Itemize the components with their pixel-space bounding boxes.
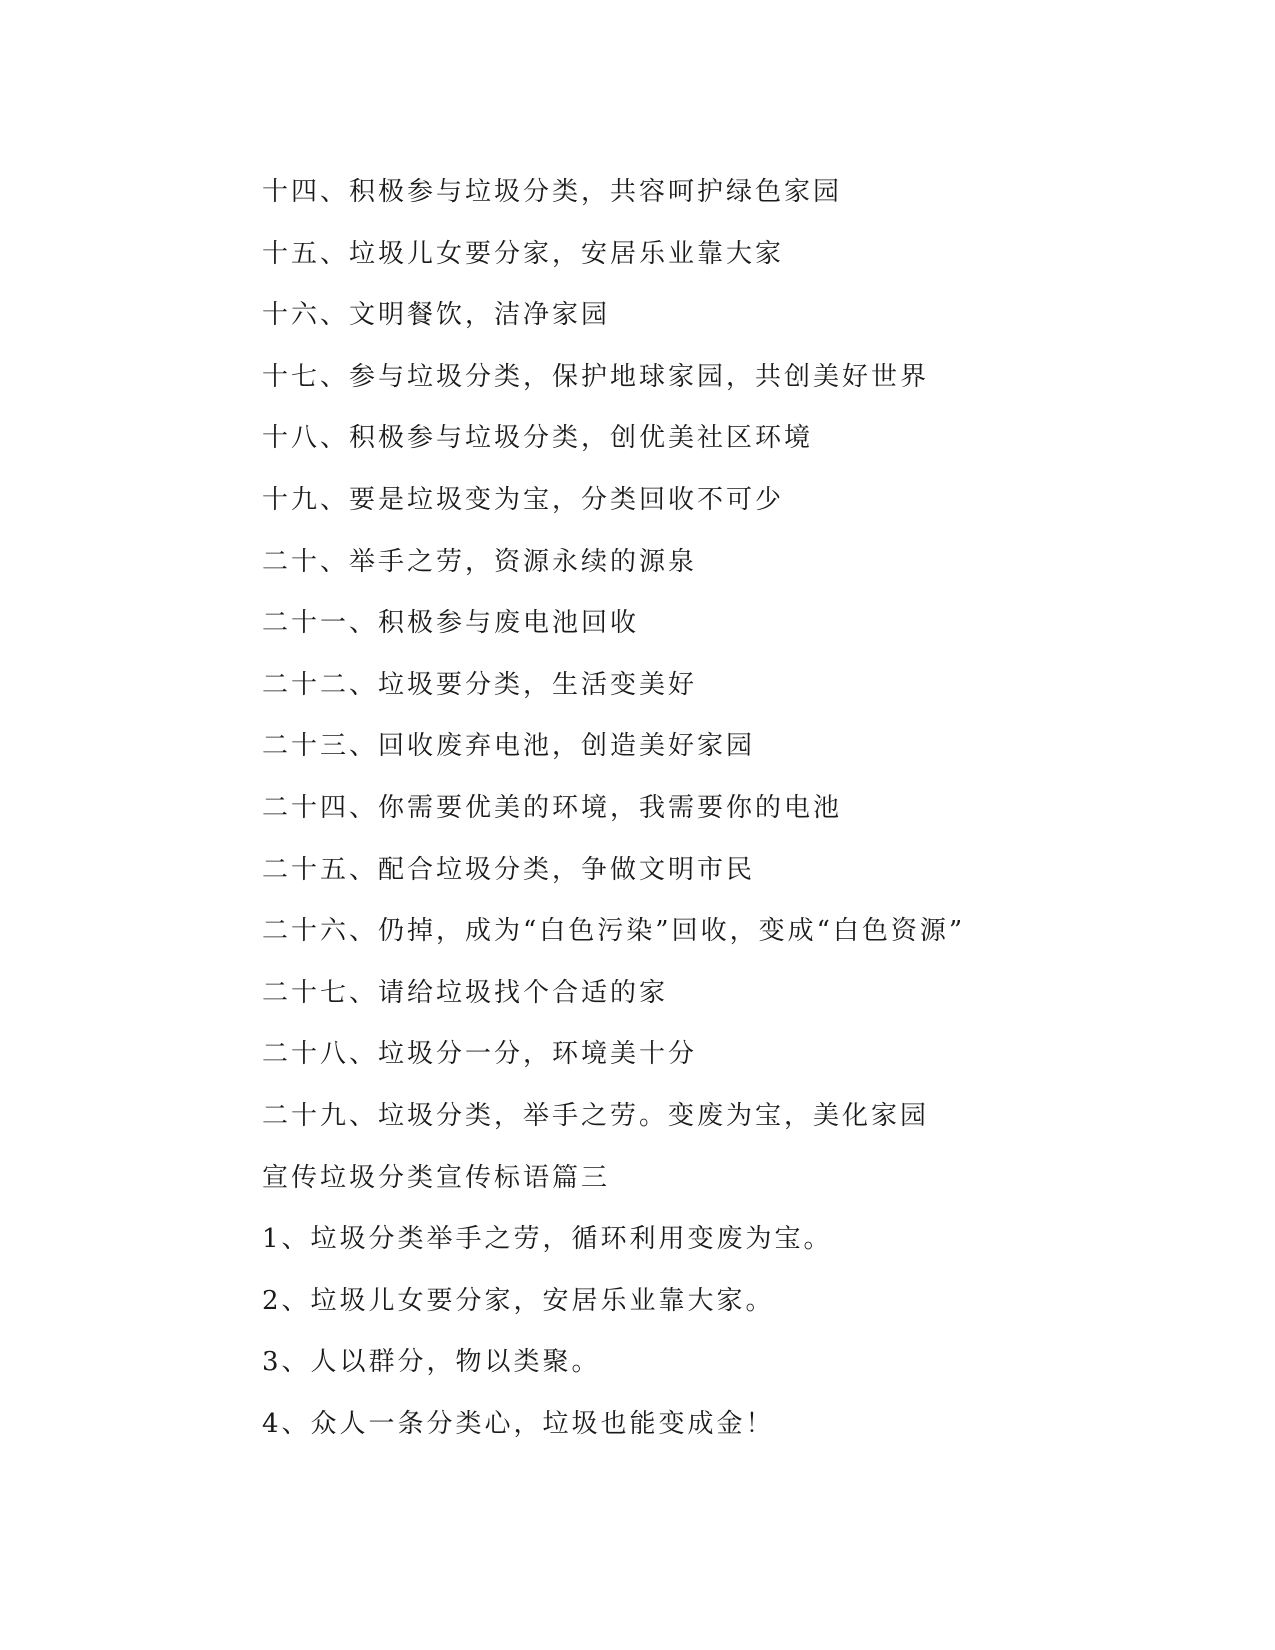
section-heading: 宣传垃圾分类宣传标语篇三 xyxy=(262,1162,611,1193)
slogan-line: 二十七、请给垃圾找个合适的家 xyxy=(262,977,669,1008)
slogan-line: 十六、文明餐饮，洁净家园 xyxy=(262,300,611,331)
slogan-line: 二十、举手之劳，资源永续的源泉 xyxy=(262,546,698,577)
slogan-line: 二十九、垃圾分类，举手之劳。变废为宝，美化家园 xyxy=(262,1100,930,1131)
slogan-line: 4、众人一条分类心，垃圾也能变成金！ xyxy=(262,1408,775,1439)
slogan-line: 2、垃圾儿女要分家，安居乐业靠大家。 xyxy=(262,1285,775,1316)
slogan-line: 二十三、回收废弃电池，创造美好家园 xyxy=(262,731,756,762)
slogan-line: 十四、积极参与垃圾分类，共容呵护绿色家园 xyxy=(262,177,843,207)
slogan-line: 二十四、你需要优美的环境，我需要你的电池 xyxy=(262,792,843,823)
slogan-line: 十五、垃圾儿女要分家，安居乐业靠大家 xyxy=(262,238,785,269)
slogan-line: 1、垃圾分类举手之劳，循环利用变废为宝。 xyxy=(262,1224,833,1255)
slogan-line: 二十六、仍掉，成为“白色污染”回收，变成“白色资源” xyxy=(262,916,966,947)
slogan-line: 十七、参与垃圾分类，保护地球家园，共创美好世界 xyxy=(262,361,930,392)
slogan-line: 二十五、配合垃圾分类，争做文明市民 xyxy=(262,854,756,885)
document-body xyxy=(262,162,1162,1455)
slogan-line: 二十二、垃圾要分类，生活变美好 xyxy=(262,669,698,700)
slogan-line: 十八、积极参与垃圾分类，创优美社区环境 xyxy=(262,423,814,454)
slogan-line: 二十一、积极参与废电池回收 xyxy=(262,608,640,639)
slogan-line: 十九、要是垃圾变为宝，分类回收不可少 xyxy=(262,484,785,515)
slogan-line: 3、人以群分，物以类聚。 xyxy=(262,1347,601,1378)
slogan-line: 二十八、垃圾分一分，环境美十分 xyxy=(262,1039,698,1070)
